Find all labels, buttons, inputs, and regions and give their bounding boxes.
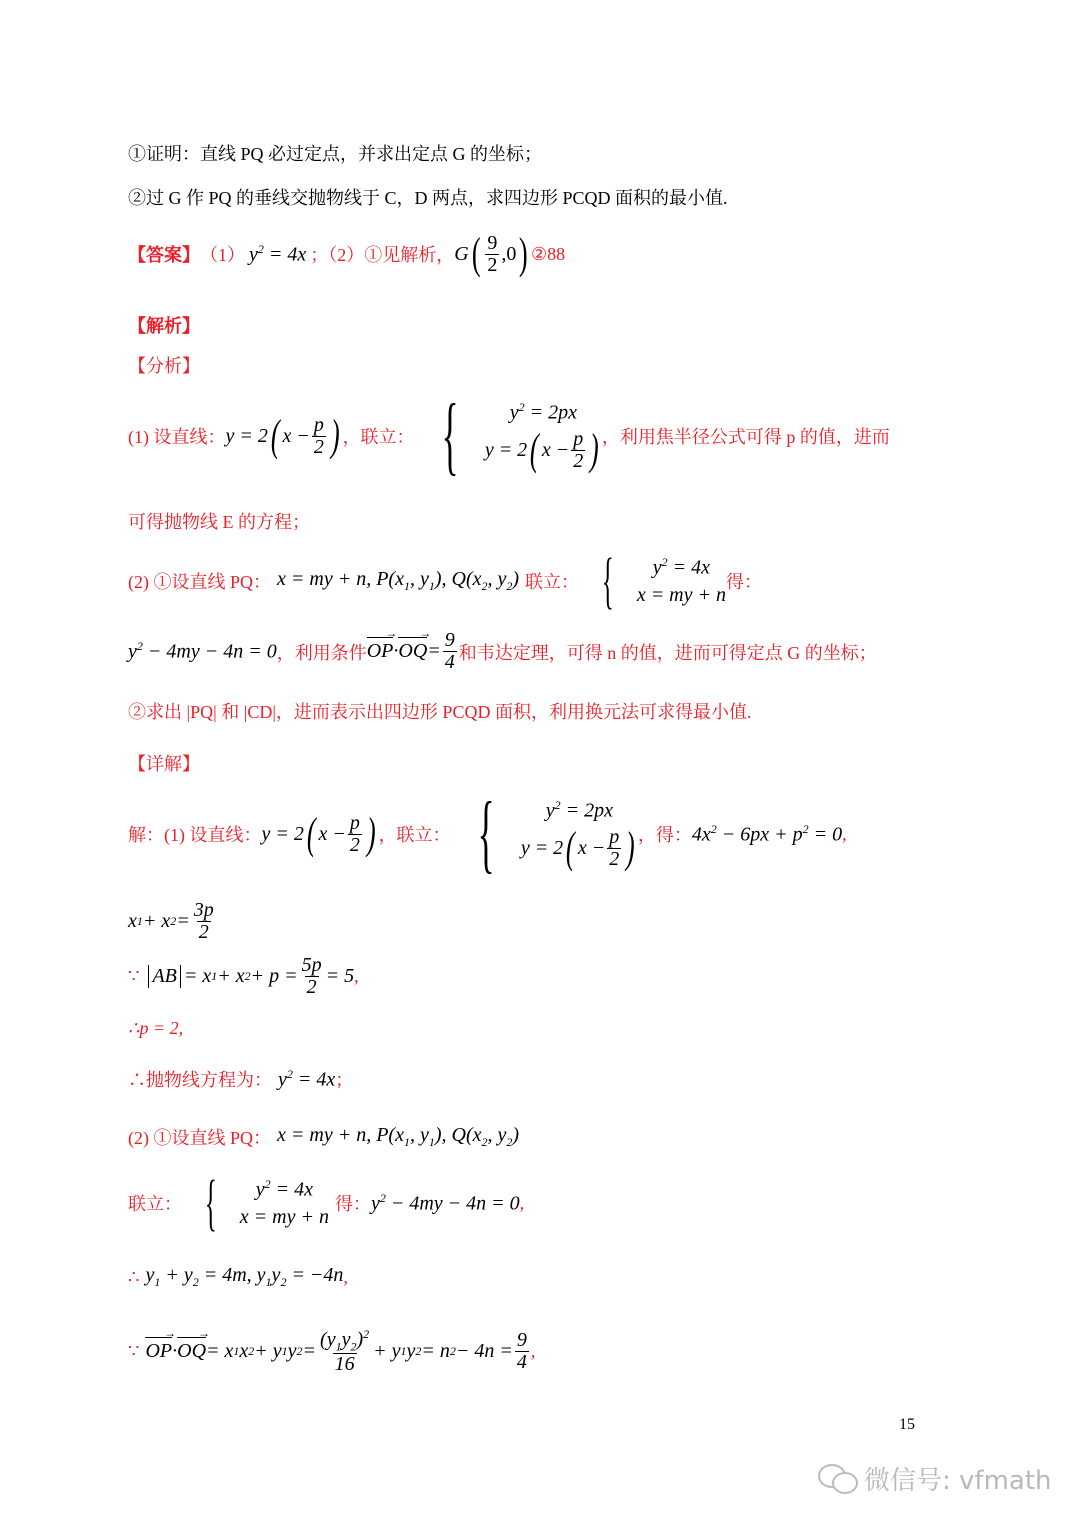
dot-product-condition: OP → · OQ → = $\frac{9}{4}$ [367,630,459,673]
analysis-l5-text: ②求出 |PQ| 和 |CD|，进而表示出四边形 PCQD 面积，利用换元法可求得最小值. [128,702,752,722]
answer-line [128,229,566,278]
analysis-line-3 [128,547,763,615]
because-symbol-2: ∵ [128,1341,140,1362]
answer-p2: ；（2）①见解析， [310,245,455,265]
solution-line-4 [128,1018,183,1039]
heading-fenxi [128,352,200,378]
solution-line-9: ∵ OP → · OQ → = x 1 x 2 + y 1 y 2 = $\frac{(y_1y_2)^2}{16}$ + y 1 y 2 = n 2 − 4n = $\frac{9}{4}$ , [128,1328,535,1375]
solution-s1-result: $4x^2 - 6px + p^2 = 0$ [691,821,843,846]
because-symbol: ∵ [128,966,140,986]
focal-chord-length: AB = x 1 + x 2 + p = $\frac{5p}{2}$ = 5 [145,955,354,998]
analysis-l1-prefix: (1) 设直线： [128,427,226,447]
g-numerator: 9 [487,231,498,254]
solution-line-3: ∵ AB = x 1 + x 2 + p = $\frac{5p}{2}$ = 5 , [128,954,359,998]
analysis-l4-text2: 和韦达定理，可得 n 的值，进而可得定点 G 的坐标； [458,642,877,663]
solution-equation-system-2: $y^2 = 4x$ x = my + n [239,1177,329,1228]
question-part-1-text: ①证明：直线 PQ 必过定点，并求出定点 G 的坐标； [128,144,543,164]
equation-system-2: $y^2 = 4x$ x = my + n [636,555,727,606]
solution-s7-de: 得： [334,1194,371,1214]
therefore-symbol: ∴ [128,1266,140,1287]
analysis-l4-text1: ，利用条件 [276,642,367,663]
solution-s6-prefix: (2) ①设直线 PQ： [128,1128,271,1148]
watermark-text: 微信号: vfmath [864,1466,1052,1496]
line-equation: y = 2 ( x − $\frac{p}{2}$ ) [225,411,340,460]
solution-system-brace: { [477,785,495,882]
pq-line-expression: x = my + n, $P(x_1$, $y_1$), $Q(x_2$, $y_2$) [277,568,520,593]
analysis-line-5 [128,698,751,724]
solution-line-1: 解：(1) 设直线： y = 2 ( x − $\frac{p}{2}$ ) ，联立： { $y^2 = 2px$ y = 2 ( x − $\frac{p}{2}$ ) ，得： $4x^2 - 6px + p^2 = 0$ , [128,785,847,882]
system-brace-2: { [601,547,614,615]
watermark [818,1460,1052,1497]
question-part-2 [128,184,728,210]
solution-line-7: 联立： { $y^2 = 4x$ x = my + n 得： $y^2 - 4my - 4n = 0$ , [128,1169,525,1237]
heading-jiexi-text: 【解析】 [128,316,200,336]
answer-g-point: G ( $\frac{9}{2}$ ,0 ) [454,229,529,278]
page-number: 15 [899,1416,915,1433]
answer-p3: ②88 [531,243,566,264]
solution-line-2 [128,900,218,943]
sum-of-roots: x 1 + x 2 = $\frac{3p}{2}$ [128,899,214,943]
equation-system: $y^2 = 2px$ y = 2 ( x − $\frac{p}{2}$ ) [484,399,599,475]
heading-xiangjie [128,750,200,776]
heading-jiexi [128,312,200,338]
solution-s1-de: ，得： [637,825,692,845]
solution-system-brace-2: { [204,1169,217,1237]
heading-fenxi-text: 【分析】 [128,356,200,376]
question-part-2-text: ②过 G 作 PQ 的垂线交抛物线于 C，D 两点，求四边形 PCQD 面积的最小值. [128,188,728,208]
analysis-line-4 [128,630,877,673]
solution-s5-text: ∴抛物线方程为： [128,1070,272,1090]
analysis-line-2 [128,508,310,534]
solution-s1-prefix: 解：(1) 设直线： [128,825,262,845]
analysis-l3-lianli: 联立： [525,572,580,592]
quadratic-equation: $y^2 - 4my - 4n = 0$ [128,639,277,663]
answer-p1: （1） [200,245,245,265]
solution-s7-eq: $y^2 - 4my - 4n = 0$ [370,1190,520,1215]
solution-pq-expression: x = my + n, $P(x_1$, $y_1$), $Q(x_2$, $y_2$) [277,1124,520,1149]
vieta-relations: $y_1 + y_2 = 4m$, $y_1y_2 = -4n$ [145,1264,344,1289]
answer-label: 【答案】 [128,245,200,265]
wechat-icon [818,1464,858,1494]
analysis-l1-suffix: ，利用焦半径公式可得 p 的值，进而 [601,427,890,447]
solution-line-6 [128,1124,519,1150]
solution-line-5: ∴抛物线方程为： $y^2 = 4x$ ； [128,1066,354,1091]
analysis-l1-lianli: ，联立： [342,427,415,447]
analysis-l3-de: 得： [726,572,763,592]
solution-s1-lianli: ，联立： [378,825,451,845]
heading-xiangjie-text: 【详解】 [128,754,200,774]
solution-line-equation: y = 2 ( x − $\frac{p}{2}$ ) [261,809,376,858]
question-part-1 [128,140,542,166]
answer-eq1: $y^2 = 4x$ [249,241,307,266]
analysis-line-1 [128,387,890,484]
solution-equation-system: $y^2 = 2px$ y = 2 ( x − $\frac{p}{2}$ ) [520,797,635,873]
g-denominator: 2 [487,253,498,276]
p-value: ∴p = 2, [128,1018,184,1038]
parabola-equation: $y^2 = 4x$ [278,1066,336,1091]
solution-s7-lianli: 联立： [128,1194,182,1214]
analysis-l3-prefix: (2) ①设直线 PQ： [128,572,271,592]
solution-line-8: ∴ $y_1 + y_2 = 4m$, $y_1y_2 = -4n$ , [128,1264,348,1289]
system-brace: { [441,387,459,484]
analysis-l2-text: 可得抛物线 E 的方程； [128,512,310,532]
dot-product-expansion: OP → · OQ → = x 1 x 2 + y 1 y 2 = $\frac{(y_1y_2)^2}{16}$ + y 1 y 2 = n 2 − 4n = $\frac{9}{4}$ [145,1328,530,1375]
